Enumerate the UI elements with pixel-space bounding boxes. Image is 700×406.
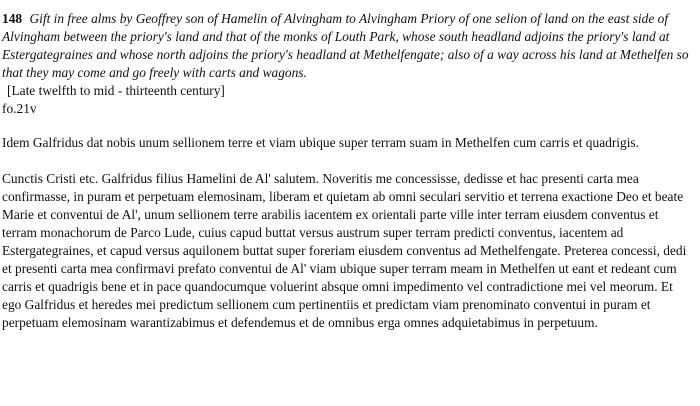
entry-number: 148 bbox=[2, 11, 23, 26]
charter-paragraph: Cunctis Cristi etc. Galfridus filius Hamelini de Al' salutem. Noveritis me concessisse, dedisse et hac presenti carta mea confirmasse, in puram et perpetuam elemosinam, liberam et quietam ab omni seculari servitio et terrena exactione Deo et beate Marie et conventui de Al', unum sellionem terre arabilis iacentem ex orientali parte ville inter terram eiusdem conventus et terram monachorum de Parco Lude, cuius capud buttat versus austrum super terram predicti conventus, iacentem ad Estergategraines, et capud versus aquilonem buttat super foreriam eiusdem conventus ad Methelfengate. Preterea concessi, dedi et presenti carta mea confirmavi prefato conventui de Al' viam ubique super terram meam in Methelfen ut eant et redeant cum carris et quadrigis bene et in pace quandocumque voluerint absque omni impedimento vel contradictione mei vel meorum. Et ego Galfridus et heredes mei predictum sellionem cum pertinentiis et predictam viam prenominato conventui in puram et perpetuam elemosinam warantizabimus et defendemus et de omnibus erga omnes adquietabimus in perpetuum. bbox=[2, 171, 687, 330]
folio-reference: fo.21v bbox=[2, 101, 37, 116]
entry-heading bbox=[2, 10, 692, 82]
rubric-paragraph: Idem Galfridus dat nobis unum sellionem terre et viam ubique super terram suam in Methelfen cum carris et quadrigis. bbox=[2, 135, 639, 150]
entry-date: [Late twelfth to mid - thirteenth century] bbox=[7, 83, 225, 98]
entry-summary: Gift in free alms by Geoffrey son of Hamelin of Alvingham to Alvingham Priory of one selion of land on the east side of Alvingham between the priory's land and that of the monks of Louth Park, whose south headland adjoins the priory's land at Estergategraines and whose north adjoins the priory's headland at Methelfengate; also of a way across his land at Methelfen so that they may come and go freely with carts and wagons. bbox=[2, 11, 689, 80]
